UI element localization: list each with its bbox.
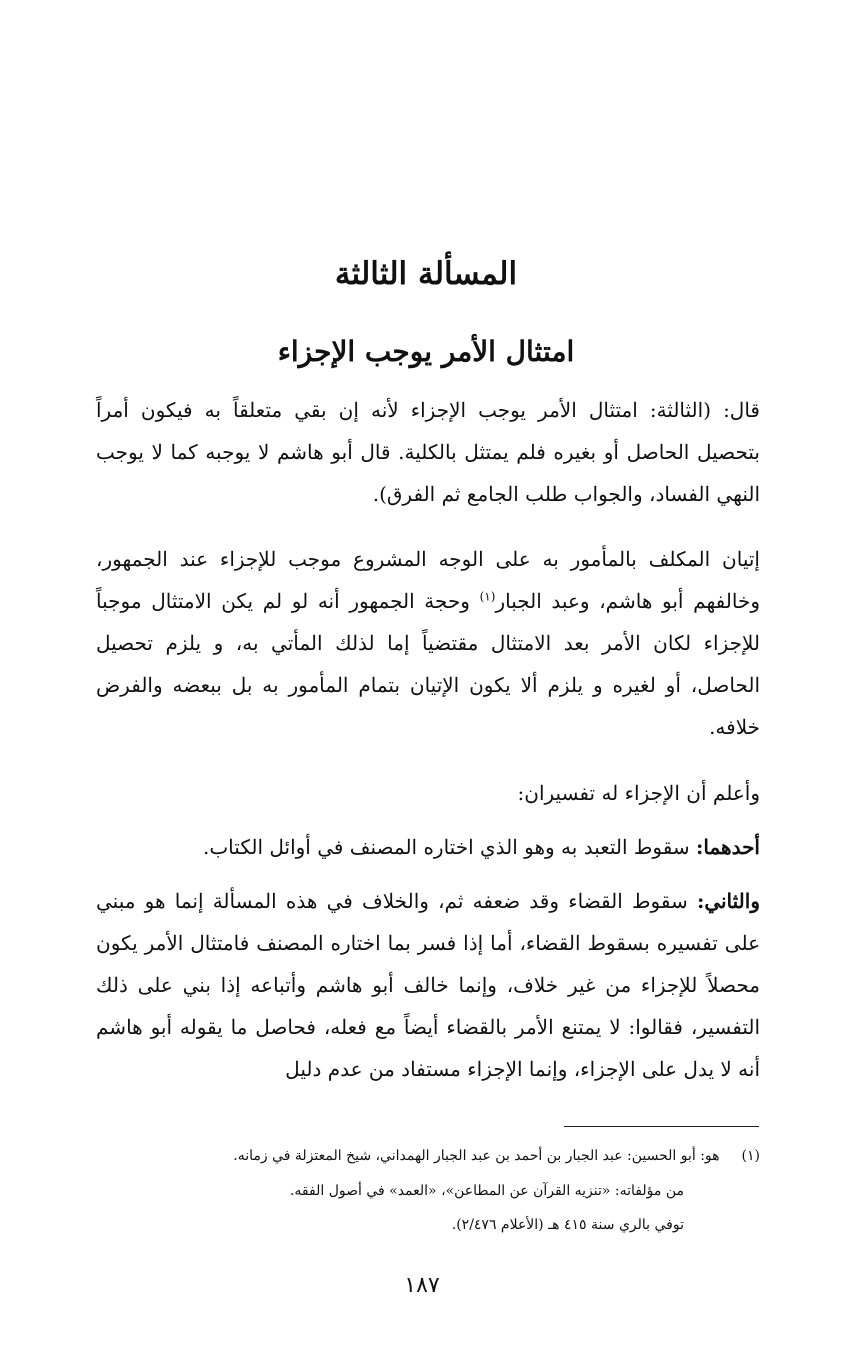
paragraph-two-meanings: وأعلم أن الإجزاء له تفسيران: — [517, 781, 760, 805]
footnote-text-1: هو: أبو الحسين: عبد الجبار بن أحمد بن عبد الجبار الهمداني، شيخ المعتزلة في زمانه. — [233, 1148, 720, 1164]
paragraph-quote: قال: (الثالثة: امتثال الأمر يوجب الإجزاء لأنه إن بقي متعلقاً به فيكون أمراً بتحصيل الحاصل أو بغيره فلم يمتثل بالكلية. قال أبو هاشم لا يوجبه كما لا يوجب النهي الفساد، والجواب طلب الجامع ثم الفرق). — [96, 398, 760, 506]
footnote-line-2: من مؤلفاته: «تنزيه القرآن عن المطاعن»، «العمد» في أصول الفقه. — [289, 1183, 684, 1199]
second-meaning-text: سقوط القضاء وقد ضعفه ثم، والخلاف في هذه المسألة إنما هو مبني على تفسيره بسقوط القضاء، أما إذا فسر بما اختاره المصنف فامتثال الأمر يكون محصلاً للإجزاء من غير خلاف، وإنما خالف أبو هاشم وأتباعه إذا بني على ذلك التفسير، فقالوا: لا يمتنع الأمر بالقضاء أيضاً مع فعله، فحاصل ما يقوله أبو هاشم أنه لا يدل على الإجزاء، وإنما الإجزاء مستفاد من عدم دليل — [96, 889, 760, 1081]
page-number: ١٨٧ — [404, 1273, 440, 1298]
paragraph-explanation — [96, 538, 760, 748]
paragraph-explanation-part2: وحجة الجمهور أنه لو لم يكن الامتثال موجباً للإجزاء لكان الأمر بعد الامتثال مقتضياً إما لذلك المأتي به، و يلزم تحصيل الحاصل، أو لغيره و يلزم ألا يكون الإتيان بتمام المأمور به بل ببعضه والفرض خلافه. — [96, 589, 760, 739]
footnote-line-3: توفي بالري سنة ٤١٥ هـ (الأعلام ٢/٤٧٦). — [451, 1217, 684, 1233]
footnote-line-1 — [233, 1141, 760, 1172]
footnote-divider — [564, 1126, 759, 1127]
first-meaning-text: سقوط التعبد به وهو الذي اختاره المصنف في أوائل الكتاب. — [203, 835, 696, 859]
paragraph-second-meaning — [96, 880, 760, 1090]
section-title: المسألة الثالثة — [334, 256, 518, 292]
paragraph-explanation-part1: إتيان المكلف بالمأمور به على الوجه المشروع موجب للإجزاء عند الجمهور، وخالفهم أبو هاشم، وعبد الجبار — [96, 547, 760, 613]
section-subtitle: امتثال الأمر يوجب الإجزاء — [277, 335, 575, 368]
footnote-number: (١) — [741, 1148, 760, 1164]
second-meaning-lead: والثاني: — [696, 889, 760, 913]
paragraph-first-meaning — [96, 826, 760, 868]
first-meaning-lead: أحدهما: — [695, 835, 760, 859]
footnote-reference: (١) — [479, 589, 496, 604]
